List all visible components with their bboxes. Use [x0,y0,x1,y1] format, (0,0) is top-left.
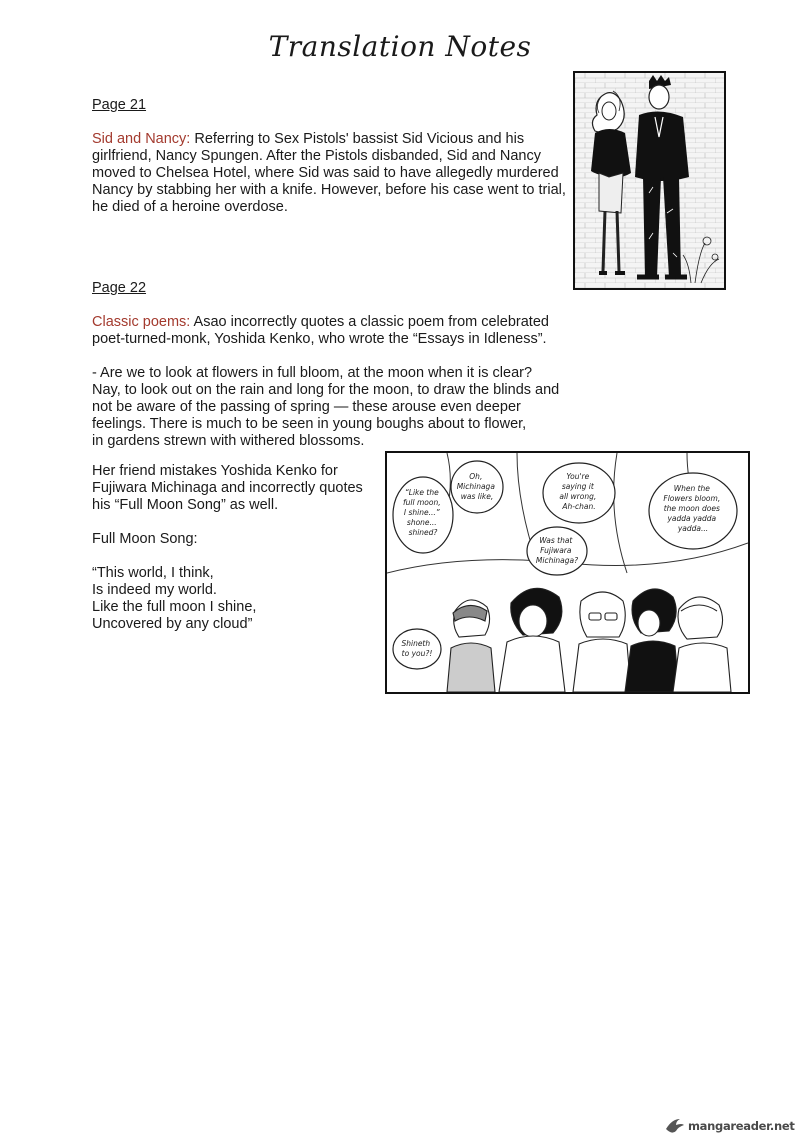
quote-line: - Are we to look at flowers in full bloom, at the moon when it is clear? [92,365,533,381]
song-line: Is indeed my world. [92,582,217,598]
sid-and-nancy-illustration [573,71,726,290]
character-1 [447,600,495,692]
term-label: Classic poems: [92,314,191,330]
song-line: Like the full moon I shine, [92,599,257,615]
bubble-1: “Like the full moon, I shine...” shone... shined? [403,488,441,537]
watermark-text: mangareader.net [688,1119,795,1133]
note-line: his “Full Moon Song” as well. [92,497,279,513]
term-label: Sid and Nancy: [92,131,191,147]
note-line: poet-turned-monk, Yoshida Kenko, who wrote the “Essays in Idleness”. [92,331,547,347]
note-line: Classic poems: Asao incorrectly quotes a classic poem from celebrated [92,314,549,330]
note-line: Fujiwara Michinaga and incorrectly quotes [92,480,363,496]
note-line: Sid and Nancy: Referring to Sex Pistols' bassist Sid Vicious and his [92,131,525,147]
quote-line: Nay, to look out on the rain and long for the moon, to draw the blinds and [92,382,560,398]
note-line: girlfriend, Nancy Spungen. After the Pistols disbanded, Sid and Nancy [92,148,541,164]
note-page-22 [92,280,559,450]
song-title: Full Moon Song: [92,531,198,547]
bubble-5: When the Flowers bloom, the moon does yadda yadda yadda... [663,484,721,533]
note-line: Her friend mistakes Yoshida Kenko for [92,463,338,479]
page-title: Translation Notes [268,30,532,63]
note-line: moved to Chelsea Hotel, where Sid was said to have allegedly murdered [92,165,559,181]
note-page-21 [92,97,566,216]
page-label: Page 22 [92,280,147,296]
bubble-3: You're saying it all wrong, Ah-chan. [559,472,597,511]
bird-logo-icon [664,1115,686,1137]
bubble-6: Shineth to you?! [401,639,433,658]
friend-note [92,463,363,633]
page-label: Page 21 [92,97,147,113]
bubble-4: Was that Fujiwara Michinaga? [535,536,579,565]
song-line: Uncovered by any cloud” [92,616,253,632]
note-line: Nancy by stabbing her with a knife. However, before his case went to trial, [92,182,566,198]
quote-line: in gardens strewn with withered blossoms. [92,433,365,449]
song-line: “This world, I think, [92,565,214,581]
note-line: he died of a heroine overdose. [92,199,288,215]
quote-line: feelings. There is much to be seen in young boughs about to flower, [92,416,527,432]
watermark [664,1114,794,1138]
manga-panel [385,451,750,694]
quote-line: not be aware of the passing of spring — these arouse even deeper [92,399,521,415]
bubble-2: Oh, Michinaga was like, [456,472,495,501]
